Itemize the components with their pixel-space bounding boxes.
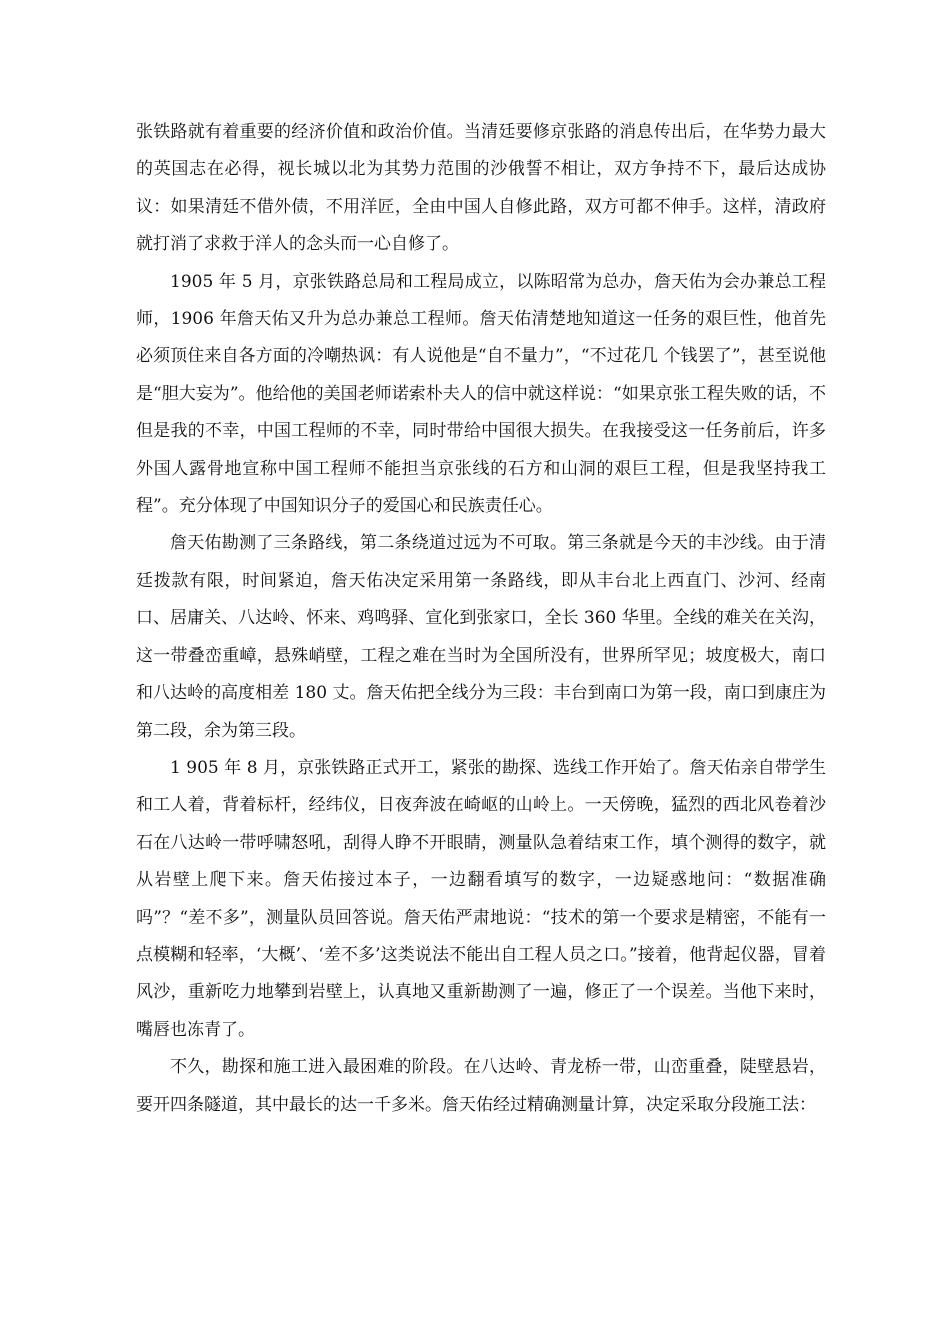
paragraph-5: 不久，勘探和施工进入最困难的阶段。在八达岭、青龙桥一带，山峦重叠，陡壁悬岩，要开四条隧道，其中最长的达一千多米。詹天佑经过精确测量计算，决定采取分段施工法：	[136, 1057, 826, 1115]
paragraph-1: 张铁路就有着重要的经济价值和政治价值。当清廷要修京张路的消息传出后，在华势力最大的英国志在必得，视长城以北为其势力范围的沙俄誓不相让，双方争持不下，最后达成协议：如果清廷不借外债，不用洋匠，全由中国人自修此路，双方可都不伸手。这样，清政府就打消了求救于洋人的念头而一心自修了。	[136, 122, 826, 255]
document-page	[136, 114, 826, 1124]
paragraph-3: 詹天佑勘测了三条路线，第二条绕道过远为不可取。第三条就是今天的丰沙线。由于清廷拨款有限，时间紧迫，詹天佑决定采用第一条路线，即从丰台北上西直门、沙河、经南口、居庸关、八达岭、怀来、鸡鸣驿、宣化到张家口，全长 360 华里。全线的难关在关沟，这一带叠峦重嶂，悬殊峭壁，工程之难在当时为全国所没有，世界所罕见；坡度极大，南口和八达岭的高度相差 180 丈。詹天佑把全线分为三段：丰台到南口为第一段，南口到康庄为第二段，余为第三段。	[136, 533, 826, 741]
paragraph-4: 1 905 年 8 月，京张铁路正式开工，紧张的勘探、选线工作开始了。詹天佑亲自带学生和工人着，背着标杆，经纬仪，日夜奔波在崎岖的山岭上。一天傍晚，猛烈的西北风卷着沙石在八达岭一带呼啸怒吼，刮得人睁不开眼睛，测量队急着结束工作，填个测得的数字，就从岩壁上爬下来。詹天佑接过本子，一边翻看填写的数字，一边疑惑地问：“数据准确吗”？“差不多”，测量队员回答说。詹天佑严肃地说：“技术的第一个要求是精密，不能有一点模糊和轻率，‘大概’、‘差不多’这类说法不能出自工程人员之口。”接着，他背起仪器，冒着风沙，重新吃力地攀到岩壁上，认真地又重新勘测了一遍，修正了一个误差。当他下来时，嘴唇也冻青了。	[136, 757, 826, 1040]
paragraph-2: 1905 年 5 月，京张铁路总局和工程局成立，以陈昭常为总办，詹天佑为会办兼总工程师，1906 年詹天佑又升为总办兼总工程师。詹天佑清楚地知道这一任务的艰巨性，他首先必须顶住来自各方面的冷嘲热讽：有人说他是“自不量力”，“不过花几 个钱罢了”，甚至说他是“胆大妄为”。他给他的美国老师诺索朴夫人的信中就这样说：“如果京张工程失败的话，不但是我的不幸，中国工程师的不幸，同时带给中国很大损失。在我接受这一任务前后，许多外国人露骨地宣称中国工程师不能担当京张线的石方和山洞的艰巨工程，但是我坚持我工程”。充分体现了中国知识分子的爱国心和民族责任心。	[136, 271, 826, 517]
